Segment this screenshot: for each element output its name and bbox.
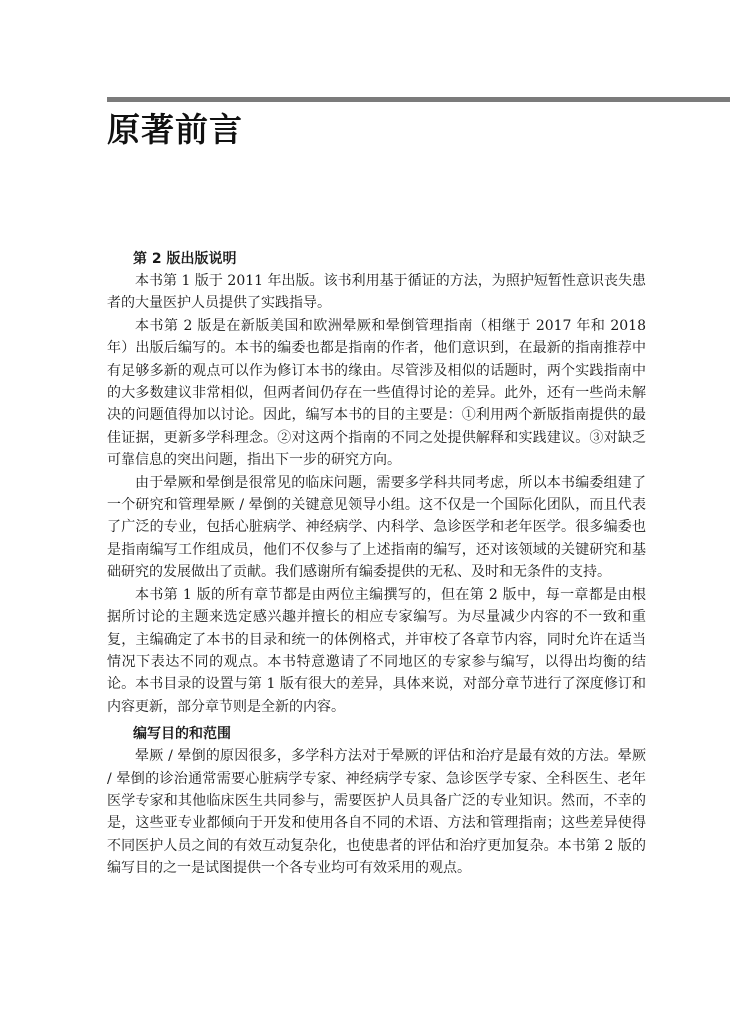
- top-rule: [107, 97, 730, 102]
- paragraph: 本书第 2 版是在新版美国和欧洲晕厥和晕倒管理指南（相继于 2017 年和 2018 年）出版后编写的。本书的编委也都是指南的作者，他们意识到，在最新的指南推荐中有足够多新的观点可以作为修订本书的缘由。尽管涉及相似的话题时，两个实践指南中的大多数建议非常相似，但两者间仍存在一些值得讨论的差异。此外，还有一些尚未解决的问题值得加以讨论。因此，编写本书的目的主要是：①利用两个新版指南提供的最佳证据，更新多学科理念。②对这两个指南的不同之处提供解释和实践建议。③对缺乏可靠信息的突出问题，指出下一步的研究方向。: [107, 317, 646, 469]
- main-content: [107, 248, 646, 880]
- paragraph: 晕厥 / 晕倒的原因很多，多学科方法对于晕厥的评估和治疗是最有效的方法。晕厥 / 晕倒的诊治通常需要心脏病学专家、神经病学专家、急诊医学专家、全科医生、老年医学专家和其他临床医生共同参与，需要医护人员具备广泛的专业知识。然而，不幸的是，这些亚专业都倾向于开发和使用各自不同的术语、方法和管理指南；这些差异使得不同医护人员之间的有效互动复杂化，也使患者的评估和治疗更加复杂。本书第 2 版的编写目的之一是试图提供一个各专业均可有效采用的观点。: [107, 748, 646, 877]
- section-heading: 编写目的和范围: [133, 726, 231, 743]
- section-heading: 第 2 版出版说明: [133, 251, 237, 267]
- paragraph: 本书第 1 版于 2011 年出版。该书利用基于循证的方法，为照护短暂性意识丧失患者的大量医护人员提供了实践指导。: [107, 273, 646, 312]
- page-title: 原著前言: [107, 110, 243, 149]
- paragraph: 由于晕厥和晕倒是很常见的临床问题，需要多学科共同考虑，所以本书编委组建了一个研究和管理晕厥 / 晕倒的关键意见领导小组。这不仅是一个国际化团队，而且代表了广泛的专业，包括心脏病学、神经病学、内科学、急诊医学和老年医学。很多编委也是指南编写工作组成员，他们不仅参与了上述指南的编写，还对该领域的关键研究和基础研究的发展做出了贡献。我们感谢所有编委提供的无私、及时和无条件的支持。: [107, 474, 646, 581]
- paragraph: 本书第 1 版的所有章节都是由两位主编撰写的，但在第 2 版中，每一章都是由根据所讨论的主题来选定感兴趣并擅长的相应专家编写。为尽量减少内容的不一致和重复，主编确定了本书的目录和统一的体例格式，并审校了各章节内容，同时允许在适当情况下表达不同的观点。本书特意邀请了不同地区的专家参与编写，以得出均衡的结论。本书目录的设置与第 1 版有很大的差异，具体来说，对部分章节进行了深度修订和内容更新，部分章节则是全新的内容。: [107, 586, 646, 715]
